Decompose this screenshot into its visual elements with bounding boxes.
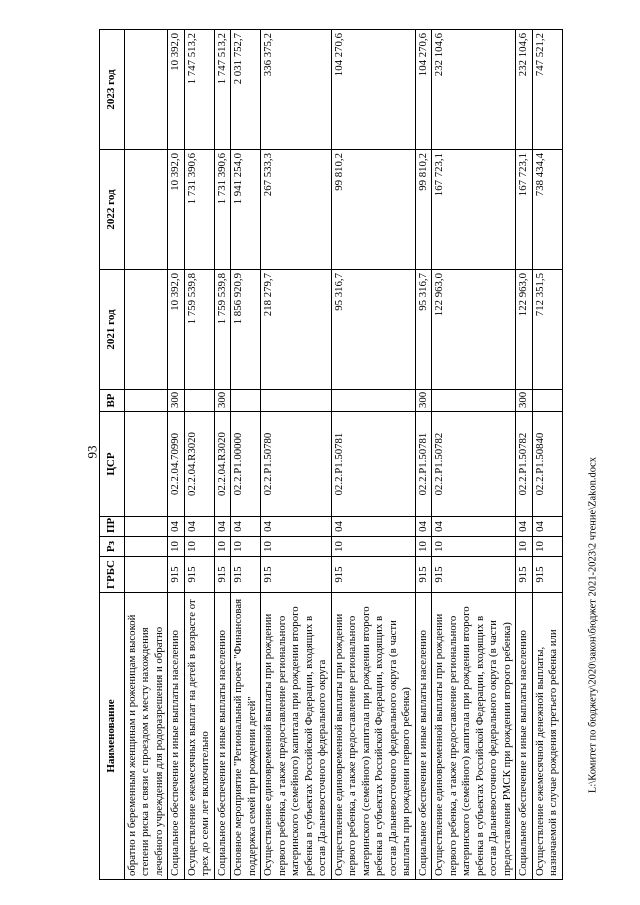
- column-header: 2023 год: [100, 30, 125, 150]
- cell-rz: 10: [415, 537, 431, 557]
- cell-name: Осуществление единовременной выплаты при рождении первого ребенка, а также предоставление регионального материнского (семейного) капитала при рождении второго ребенка в субъектах Российской Федерации, входящих в состав Дальневосточного федерального округа (в части предоставления РМСК при рождении второго ребенка): [432, 593, 516, 880]
- cell-name: Социальное обеспечение и иные выплаты населению: [516, 593, 532, 880]
- column-header: Наименование: [100, 593, 125, 880]
- budget-table-rotated: [99, 30, 560, 880]
- cell-y2022: 167 723,1: [432, 150, 516, 270]
- cell-vr: [532, 390, 562, 412]
- cell-y2022: 738 434,4: [532, 150, 562, 270]
- cell-y2021: 218 279,7: [261, 270, 331, 390]
- cell-vr: [231, 390, 261, 412]
- cell-y2021: 1 759 539,8: [184, 270, 214, 390]
- cell-grbs: 915: [532, 557, 562, 593]
- cell-rz: 10: [516, 537, 532, 557]
- cell-y2023: 747 521,2: [532, 30, 562, 150]
- cell-y2021: 1 856 920,9: [231, 270, 261, 390]
- column-header: ПР: [100, 517, 125, 537]
- cell-y2022: 10 392,0: [168, 150, 184, 270]
- cell-y2023: 1 747 513,2: [184, 30, 214, 150]
- footer-file-path: [584, 457, 602, 793]
- cell-grbs: 915: [184, 557, 214, 593]
- cell-y2023: [125, 30, 168, 150]
- cell-rz: 10: [231, 537, 261, 557]
- cell-name: Социальное обеспечение и иные выплаты населению: [214, 593, 230, 880]
- column-header: Рз: [100, 537, 125, 557]
- budget-table: [99, 29, 563, 880]
- table-row: [516, 30, 532, 880]
- cell-y2022: 1 731 390,6: [214, 150, 230, 270]
- cell-grbs: 915: [168, 557, 184, 593]
- cell-grbs: 915: [516, 557, 532, 593]
- cell-rz: [125, 537, 168, 557]
- cell-y2022: 1 941 254,0: [231, 150, 261, 270]
- cell-name: Социальное обеспечение и иные выплаты населению: [415, 593, 431, 880]
- cell-pr: 04: [415, 517, 431, 537]
- cell-pr: 04: [184, 517, 214, 537]
- cell-vr: 300: [415, 390, 431, 412]
- cell-grbs: 915: [331, 557, 415, 593]
- table-body: [125, 30, 563, 880]
- cell-csr: 02.2.P1.50782: [432, 412, 516, 517]
- table-row: [168, 30, 184, 880]
- cell-pr: 04: [432, 517, 516, 537]
- cell-csr: 02.2.P1.50840: [532, 412, 562, 517]
- cell-y2023: 336 375,2: [261, 30, 331, 150]
- cell-name: Социальное обеспечение и иные выплаты населению: [168, 593, 184, 880]
- cell-grbs: [125, 557, 168, 593]
- cell-rz: 10: [168, 537, 184, 557]
- cell-y2023: 232 104,6: [432, 30, 516, 150]
- footer-path-text: L:\Комитет по бюджету\2020\закон\бюджет 2021-2023\2 чтение\Zakon.docx: [587, 457, 599, 793]
- cell-vr: 300: [214, 390, 230, 412]
- cell-y2022: 99 810,2: [415, 150, 431, 270]
- table-row: [231, 30, 261, 880]
- cell-pr: 04: [231, 517, 261, 537]
- cell-y2023: 104 270,6: [415, 30, 431, 150]
- cell-y2022: [125, 150, 168, 270]
- cell-pr: 04: [331, 517, 415, 537]
- column-header: 2021 год: [100, 270, 125, 390]
- cell-csr: 02.2.P1.50781: [331, 412, 415, 517]
- column-header: ГРБС: [100, 557, 125, 593]
- cell-y2021: 1 759 539,8: [214, 270, 230, 390]
- table-row: [184, 30, 214, 880]
- cell-name: Осуществление ежемесячных выплат на детей в возрасте от трех до семи лет включительно: [184, 593, 214, 880]
- table-header-row: [100, 30, 125, 880]
- cell-csr: [125, 412, 168, 517]
- cell-pr: 04: [168, 517, 184, 537]
- cell-csr: 02.2.P1.50782: [516, 412, 532, 517]
- table-row: [331, 30, 415, 880]
- cell-rz: 10: [184, 537, 214, 557]
- page-number: 93: [84, 445, 100, 459]
- cell-y2022: 167 723,1: [516, 150, 532, 270]
- column-header: ЦСР: [100, 412, 125, 517]
- cell-pr: [125, 517, 168, 537]
- cell-y2022: 99 810,2: [331, 150, 415, 270]
- table-row: [214, 30, 230, 880]
- cell-csr: 02.2.P1.50781: [415, 412, 431, 517]
- cell-grbs: 915: [432, 557, 516, 593]
- cell-y2023: 1 747 513,2: [214, 30, 230, 150]
- table-row: [415, 30, 431, 880]
- cell-y2023: 2 031 752,7: [231, 30, 261, 150]
- cell-y2021: 95 316,7: [415, 270, 431, 390]
- column-header: ВР: [100, 390, 125, 412]
- cell-vr: [125, 390, 168, 412]
- cell-y2021: 712 351,5: [532, 270, 562, 390]
- column-header: 2022 год: [100, 150, 125, 270]
- cell-name: обратно и беременным женщинам и роженицам высокой степени риска в связи с проездом к месту нахождения лечебного учреждения для родоразрешения и обратно: [125, 593, 168, 880]
- cell-pr: 04: [532, 517, 562, 537]
- cell-y2021: [125, 270, 168, 390]
- table-row: [532, 30, 562, 880]
- cell-vr: 300: [516, 390, 532, 412]
- cell-y2021: 122 963,0: [516, 270, 532, 390]
- table-row: [125, 30, 168, 880]
- cell-grbs: 915: [415, 557, 431, 593]
- cell-pr: 04: [261, 517, 331, 537]
- cell-csr: 02.2.P1.50780: [261, 412, 331, 517]
- cell-csr: 02.2.04.R3020: [214, 412, 230, 517]
- cell-csr: 02.2.04.70990: [168, 412, 184, 517]
- cell-name: Осуществление единовременной выплаты при рождении первого ребенка, а также предоставление регионального материнского (семейного) капитала при рождении второго ребенка в субъектах Российской Федерации, входящих в состав Дальневосточного федерального округа (в части выплаты при рождении первого ребенка): [331, 593, 415, 880]
- cell-y2022: 267 533,3: [261, 150, 331, 270]
- cell-rz: 10: [331, 537, 415, 557]
- cell-y2023: 232 104,6: [516, 30, 532, 150]
- cell-vr: [184, 390, 214, 412]
- table-row: [432, 30, 516, 880]
- cell-grbs: 915: [261, 557, 331, 593]
- cell-vr: [432, 390, 516, 412]
- cell-y2023: 104 270,6: [331, 30, 415, 150]
- cell-y2022: 1 731 390,6: [184, 150, 214, 270]
- cell-pr: 04: [214, 517, 230, 537]
- cell-vr: 300: [168, 390, 184, 412]
- cell-y2023: 10 392,0: [168, 30, 184, 150]
- cell-csr: 02.2.P1.00000: [231, 412, 261, 517]
- cell-y2021: 95 316,7: [331, 270, 415, 390]
- cell-vr: [331, 390, 415, 412]
- table-row: [261, 30, 331, 880]
- cell-name: Осуществление единовременной выплаты при рождении первого ребенка, а также предоставление регионального материнского (семейного) капитала при рождении второго ребенка в субъектах Российской Федерации, входящих в состав Дальневосточного федерального округа: [261, 593, 331, 880]
- cell-name: Основное мероприятие "Региональный проект "Финансовая поддержка семей при рождении детей": [231, 593, 261, 880]
- cell-name: Осуществление ежемесячной денежной выплаты, назначаемой в случае рождения третьего ребенка или: [532, 593, 562, 880]
- cell-pr: 04: [516, 517, 532, 537]
- cell-rz: 10: [261, 537, 331, 557]
- cell-csr: 02.2.04.R3020: [184, 412, 214, 517]
- cell-y2021: 10 392,0: [168, 270, 184, 390]
- cell-vr: [261, 390, 331, 412]
- cell-grbs: 915: [214, 557, 230, 593]
- cell-rz: 10: [432, 537, 516, 557]
- cell-rz: 10: [532, 537, 562, 557]
- cell-y2021: 122 963,0: [432, 270, 516, 390]
- cell-grbs: 915: [231, 557, 261, 593]
- cell-rz: 10: [214, 537, 230, 557]
